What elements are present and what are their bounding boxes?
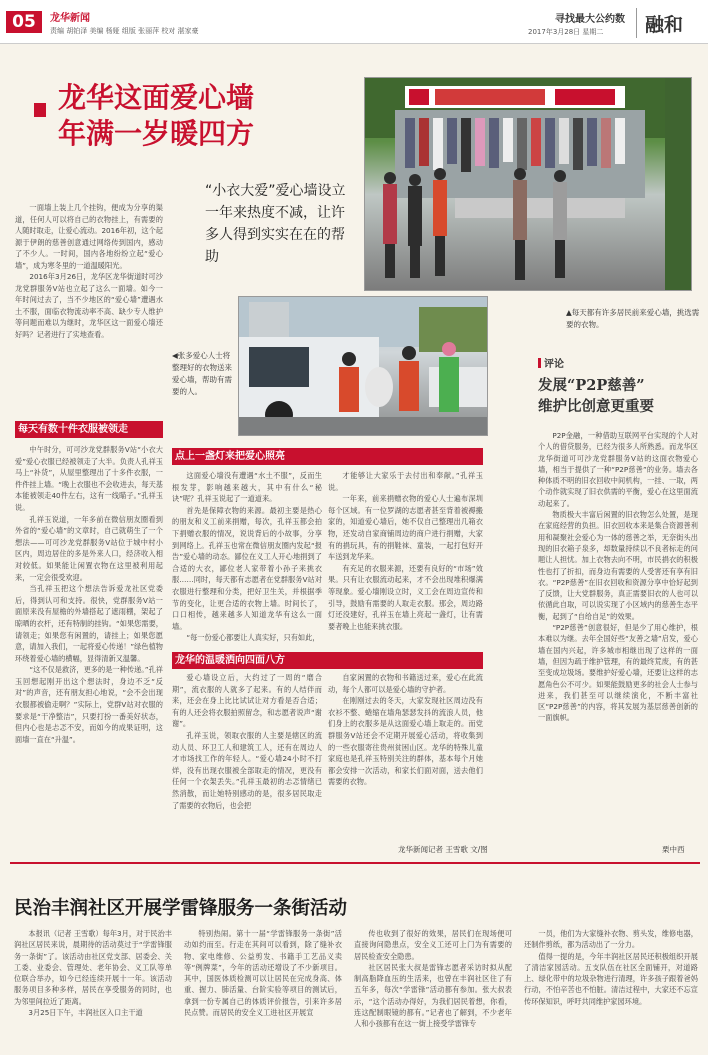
paragraph: 首先是保障衣物的来源。最初主要是热心的朋友和义工前来捐赠，每次，孔祥玉都会拍下捐赠衣服的情况，说说背后的小故事，分享到网络上。孔祥玉也常在微信朋友圈内发起“报告”爱心墙的动态。鄙位在义工人开心地捐到了合适的大衣，鄙位老人家带着小孙子来挑衣服……同时，每天都有志愿者在党群服务V站对衣服进行整理和分类，把好卫生关，并根据季节的变化，让更合适的衣物上墙。时间长了，口口相传，越来越多人知道龙华有这么一面墙。: [172, 505, 322, 631]
lead-paragraph: 2016年3月26日，龙华区龙华街道时可沙龙党群服务V站也立起了这么一面墙。如今一年时间过去了，当不少地区的“爱心墙”遭遇水土不服，面临衣物流动率不高、缺少专人维护等问题而难以为继时，龙华区这一面爱心墙还好吗？记者进行了实地查看。: [15, 272, 163, 339]
photo-love-wall: [364, 77, 692, 291]
paragraph: 爱心墙设立后，大约过了一周的“磨合期”，流衣服的人就多了起来。有的人结伴而来，还会在身上比比试试让对方看是否合适；有的人还会将衣服拍照留念，和志愿者说声“谢谢”。: [172, 673, 322, 729]
paragraph: 传也收到了很好的效果，居民们在现场便可直接询问隐患点，安全义工还可上门为有需要的居民检查安全隐患。: [354, 929, 512, 961]
paragraph: 才能够让大家乐于去付出和奉献。”孔祥玉说。: [328, 471, 483, 492]
bottom-column-2: [184, 928, 342, 1053]
issue-date: 2017年3月28日 星期二: [528, 28, 604, 36]
paragraph: 中午时分，可可沙龙党群服务V站“小衣大爱”爱心衣服已经被领走了大半。负责人孔祥玉马上“补货”，从屋里整理出了十多件衣服，一件件挂上墙。“晚上衣服也不会收进去，每天基本能被领走40件左右，这有一线瞄子。”孔祥玉说。: [15, 445, 163, 512]
sub-headline: “小衣大爱”爱心墙设立一年来热度不减，让许多人得到实实在在的帮助: [205, 183, 346, 265]
paragraph: 当孔祥玉把这个想法告诉爱龙社区党委后，得到认可和支持。很快，党群服务V站一面原来没有屋檐的外墙搭起了遮雨棚，架起了晾晒的衣杆，还有特制的挂钩。“如果您需要，请领走；如果您有闲置的，请挂上；如果您愿意，请加入我们，一起将爱心传递！”绿色植物环绕着爱心墙的横幅，显得清新又温馨。: [15, 584, 163, 663]
paragraph: 物质极大丰富后闲置的旧衣物怎么处置，是现在家庭经营的负担。旧衣回收本来是集合资源善利用和凝聚社会爱心为一体的慈善之举，无奈街头出现的旧衣箱子泉多，却数量持续以不良者标走的问题让人担忧。加上衣物去向不明，市民捐衣的积极性也打了折扣，而身边有需要的人受害还有享有旧衣。“P2P慈善”在旧衣回收和资源分享中恰好起到了反馈，让大党群服务，真正需要旧衣的人也可以依循此自取，可以说实现了小区域内的慈善生态平衡，起到了“自给自足”的效果。: [538, 510, 698, 621]
paragraph: 特别热闹。第十一届“学雷锋服务一条街”活动如约而至。行走在其间可以看到，除了缝补衣物、家电维修、公益剪发、书籍手工艺品义卖等“例牌菜”，今年的活动还增设了不少新项目。其中，国医体质检测可以让居民在完成身高、体重、握力、肺活量、台阶实验等项目的测试后，拿到一份专属自己的体质评价报告，引来许多居民点赞。而居民的安全义工进社区开展宣: [184, 929, 342, 1018]
article-column-4: [172, 672, 322, 811]
photo-donation-car: [238, 296, 488, 436]
paragraph: “这不仅是救济，更多的是一种传递。”孔祥玉回想起刚开出这个想法时，身边不乏“反对”的声音，还有朋友担心地说，“会不会出现衣服都被偷走啊？”实际上，党群V站对衣服的要求是“干净整洁”，只要打扮一番美好状态，但内心也是忐忑不安，而如今的成果证明，这面墙一直在“升温”。: [15, 665, 163, 744]
paragraph: 社区居民张大叔是雷锋志愿者采访时拟从配制高脂降血压的生活来，也曾在丰润社区住了有五年多，每次“学雷锋”活动都有参加。张大叔表示，“这个活动办得好，为我们居民着想，你看，连这配制眼镜的都有。”记者也了解到，不少老年人和小孩都有在这一街上接受学雷锋专: [354, 962, 512, 1029]
article-column-5: [328, 672, 483, 788]
section-heading-3: 龙华的温暖洒向四面八方: [172, 652, 483, 669]
paragraph: 3月25日下午，丰润社区入口主干道: [28, 1008, 143, 1018]
headline-line-2: 年满一岁暖四方: [58, 117, 255, 150]
newspaper-logo: 龙华新闻: [50, 13, 90, 24]
article-column-1: [15, 444, 163, 745]
paragraph: 这面爱心墙没有遭遇“水土不服”，反而生根发芽，影响越来越大，其中有什么“秘诀”呢？孔祥玉说起了一道道来。: [172, 471, 322, 504]
article-divider: [10, 862, 700, 864]
headline-line-1: 龙华这面爱心墙: [58, 81, 255, 114]
commentary-author: 栗中西: [662, 845, 685, 854]
paragraph: 自家闲置的衣物和书籍送过来，爱心在此流动，每个人都可以是爱心墙的守护者。: [328, 673, 483, 694]
commentary-title: [538, 375, 700, 417]
paragraph: “每一份爱心都要让人真实好，只有如此，: [186, 633, 320, 643]
article-byline: 龙华新闻记者 王雪歌 文/图: [398, 845, 488, 854]
article-column-2: [172, 470, 322, 644]
paragraph: 在刚刚过去的冬天，大家发现社区周边没有衣衫不整、蜷缩在墙角瑟瑟发抖的流浪人员，他们身上的衣服多是从这面爱心墙上取走的。而党群服务V站还会不定期开展爱心活动，将收集到的一些衣服寄往贵州贫困山区。龙华的特殊儿童家庭也是孔祥玉特别关注的群体，基本每个月她都会安排一次活动，和家长们面对面，送去他们需要的衣物。: [328, 696, 483, 787]
commentary-title-line-2: 维护比创意更重要: [538, 398, 654, 415]
editor-credits: 责编 胡铂泽 美编 杨娅 组版 张丽萍 校对 湛家豪: [50, 27, 199, 35]
paragraph: 本报讯（记者 王雪歌）每年3月，对于民治丰润社区居民来说，晨期待的活动莫过于“学雷锋服务一条街”了。该活动由社区党支部、居委会、关工委、业委会、管理处、老年协会、义工队等单位联合举办，如今已经连续开展十一年。该活动服务项目多种多样，居民在享受服务的同时，也为邻里间拉近了距离。: [14, 929, 172, 1006]
lead-paragraph: 一面墙上装上几个挂钩，便成为分享的渠道，任何人可以将自己的衣物挂上，有需要的人随时取走，让爱心流动。2016年初，这个起源于伊朗的慈善创意通过网络传到国内，感动了不少人。一时间，国内各地纷纷立起“爱心墙”，成为寒冬里的一道温暖阳光。: [15, 203, 163, 270]
bottom-column-1: [14, 928, 172, 1053]
paragraph: 值得一提的是，今年丰润社区居民还积极组织开展了清洁家园活动。五支队伍在社区全面铺开，对道路上、绿化带中的垃圾杂物进行清理，许多孩子跟着爸妈行动，不怕辛苦也不怕脏。清洁过程中，大家还不忘宣传环保知识，呼吁共同维护家园环境。: [524, 951, 698, 1006]
paragraph: 孔祥玉说，领取衣服的人主要是辖区的流动人员、环卫工人和建筑工人，还有在周边人才市场找工作的年轻人。“爱心墙24小时不打烊，没有出现衣服被全部取走的情况，更没有任何一个衣架丢失。”孔祥玉最初的忐忑情绪已然消散，而让她特别感动的是，很多居民取走了需要的衣物后，也会把: [172, 730, 322, 810]
main-headline: [58, 80, 358, 152]
paragraph: 有充足的衣服来源，还要有良好的“市场”效果。只有让衣服流动起来，才不会出现堆积爆满等现象。爱心墙刚设立时，义工会在周边宣传和引导，鼓励有需要的人取走衣服。那会，周边路灯还没建好，孔祥玉在墙上亮起一盏灯，让有需要者晚上也能来挑衣服。: [328, 563, 483, 631]
section-heading-2: 点上一盏灯来把爱心照亮: [172, 448, 483, 465]
donation-car-illustration: [239, 297, 488, 436]
bottom-column-4: [524, 928, 698, 1053]
headline-marker: [34, 103, 46, 117]
paragraph: P2P金融，一种借助互联网平台实现的个人对个人的借贷服务，已经为很多人所熟悉。而龙华区龙华街道可可沙龙党群服务V站的这面衣物爱心墙，相当于提供了一种“P2P慈善”的业务。墙去各种体质不明的旧衣回收中间机构，一挂、一取，两个动作就实现了旧衣供需的平衡，爱心在这里面流动起来了。: [538, 431, 698, 508]
page-slogan: 寻找最大公约数: [555, 14, 625, 25]
article-lead: [15, 202, 163, 340]
photo-caption-1: ▲每天都有许多居民前来爱心墙，挑选需要的衣物。: [566, 308, 700, 329]
paragraph: “P2P慈善”创意很好，但是少了用心维护，根本难以为继。去年全国好些“友善之墙”启发，爱心墙在国内兴起，许多城市相继出现了这样的一面墙，但因为疏于维护管理，有的最终荒废，有的甚至变成垃圾场。要维护好爱心墙，还要让这样的志愿角色公不可少。如果能鼓励更多的社会人士参与进来，我们甚至可以继续演化，不断丰富社区“P2P慈善”的内容，将其发展为基层慈善创新的一面旗帜。: [538, 623, 698, 723]
photo-caption-2: ◀张多爱心人士将整理好的衣物送来爱心墙，帮助有需要的人。: [172, 351, 232, 396]
commentary-title-line-1: 发展“P2P慈善”: [538, 377, 645, 394]
commentary-tag: 评论: [538, 355, 564, 370]
bottom-headline: 民治丰润社区开展学雷锋服务一条街活动: [14, 898, 348, 919]
paragraph: 一员，他们为大家缝补衣物、剪头发，维修电器，还制作剪纸，都为活动出了一分力。: [524, 929, 698, 950]
bottom-column-3: [354, 928, 512, 1053]
paragraph: 一年来，前来捐赠衣物的爱心人士遍布深圳每个区域。有一位罗湖的志愿者甚至背着被褥搬家的，知道爱心墙后，她不仅自己整理出几箱衣物，还发动自家商铺周边的商户进行捐赠，大家有的捐玩具，有的捐鞋袜、童装，一起打包好开车送到龙华来。: [328, 494, 483, 562]
love-wall-illustration: [365, 78, 692, 291]
section-heading-1: 每天有数十件衣服被领走: [15, 421, 163, 438]
article-column-3: [328, 470, 483, 632]
commentary-body: [538, 430, 698, 724]
page-header: [0, 0, 708, 44]
header-divider: [636, 8, 637, 38]
paragraph: 孔祥玉说道，一年多前在微信朋友圈看到外省的“爱心墙”的文章时，自己就萌生了一个想法——可可沙龙党群服务V站位于城中村小区内，周边居住的多是外来人口，经济收入相对较低。如果能让闲置衣物在这里被利用起来，一定会很受欢迎。: [15, 514, 163, 582]
page-number: 05: [6, 11, 42, 33]
section-name: 融和: [645, 14, 684, 36]
